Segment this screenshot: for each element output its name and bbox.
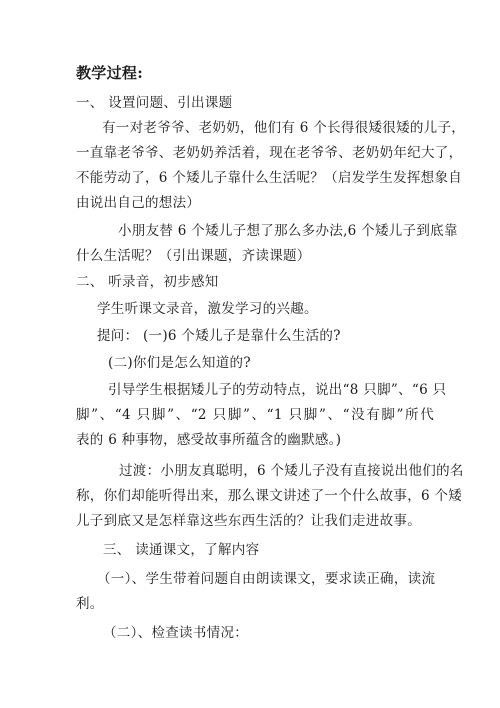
paragraph-line: 表的 6 种事物，感受故事所蕴含的幽默感。) <box>76 432 342 448</box>
paragraph-line: 一直靠老爷爷、老奶奶养活着，现在老爷爷、老奶奶年纪大了， <box>76 145 463 161</box>
section-heading: 教学过程: <box>76 64 144 82</box>
paragraph-line: 由说出自己的想法） <box>76 195 201 211</box>
paragraph-line: 小朋友替 6 个矮儿子想了那么多办法,6 个矮儿子到底靠 <box>118 223 458 239</box>
paragraph-line: 利。 <box>76 596 104 612</box>
paragraph-line: 过渡：小朋友真聪明，6 个矮儿子没有直接说出他们的名 <box>119 463 464 479</box>
paragraph-line: 引导学生根据矮儿子的劳动特点，说出“8 只脚”、“6 只 <box>108 382 447 398</box>
paragraph-line: 什么生活呢？（引出课题，齐读课题） <box>76 248 311 264</box>
section-2-title: 二、 听录音，初步感知 <box>76 274 219 290</box>
paragraph-line: （一）、学生带着问题自由朗读课文，要求读正确，读流 <box>97 571 436 587</box>
section-1-title: 一、 设置问题、引出课题 <box>76 95 233 111</box>
section-3-title: 三、 读通课文，了解内容 <box>103 542 260 558</box>
paragraph-line: 称，你们却能听得出来，那么课文讲述了一个什么故事，6 个矮 <box>76 488 463 504</box>
question-1: 提问： (一)6 个矮儿子是靠什么生活的? <box>97 328 341 344</box>
paragraph-line: 儿子到底又是怎样靠这些东西生活的？让我们走进故事。 <box>76 513 421 529</box>
paragraph-line: 学生听课文录音，激发学习的兴趣。 <box>97 301 318 317</box>
paragraph-line: 脚”、“4 只脚”、“2 只脚”、“1 只脚”、“没有脚”所代 <box>76 407 434 423</box>
question-2: (二)你们是怎么知道的? <box>108 355 251 371</box>
paragraph-line: （二）、检查读书情况： <box>103 625 249 641</box>
paragraph-line: 有一对老爷爷、老奶奶，他们有 6 个长得很矮很矮的儿子， <box>102 120 466 136</box>
paragraph-line: 不能劳动了，6 个矮儿子靠什么生活呢？（启发学生发挥想象自 <box>76 170 463 186</box>
